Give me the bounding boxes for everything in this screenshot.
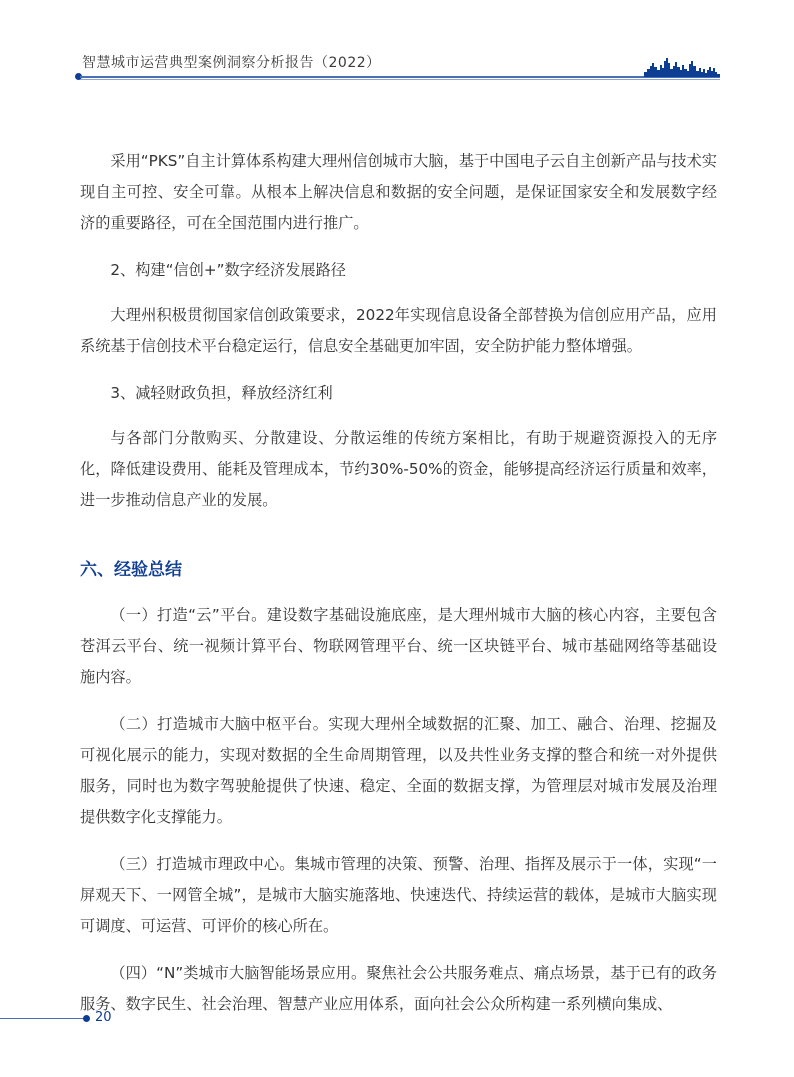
subheading-fiscal-burden: 3、减轻财政负担，释放经济红利 bbox=[110, 384, 333, 402]
page-header bbox=[0, 0, 794, 90]
footer-dot-icon bbox=[83, 1015, 90, 1022]
city-skyline-icon bbox=[644, 57, 720, 77]
summary-item-smart-scenarios: （四）“N”类城市大脑智能场景应用。聚焦社会公共服务难点、痛点场景，基于已有的政务服务、数字民生、社会治理、智慧产业应用体系，面向社会公众所构建一系列横向集成、 bbox=[80, 964, 717, 1013]
summary-item-governance-center: （三）打造城市理政中心。集城市管理的决策、预警、治理、指挥及展示于一体，实现“一屏观天下、一网管全城”，是城市大脑实施落地、快速迭代、持续运营的载体，是城市大脑实现可调度、可运营、可评价的核心所在。 bbox=[80, 855, 717, 935]
header-divider bbox=[80, 76, 720, 78]
paragraph-pks: 采用“PKS”自主计算体系构建大理州信创城市大脑，基于中国电子云自主创新产品与技术实现自主可控、安全可靠。从根本上解决信息和数据的安全问题，是保证国家安全和发展数字经济的重要路径，可在全国范围内进行推广。 bbox=[80, 152, 717, 232]
summary-item-cloud-platform: （一）打造“云”平台。建设数字基础设施底座，是大理州城市大脑的核心内容，主要包含苍洱云平台、统一视频计算平台、物联网管理平台、统一区块链平台、城市基础网络等基础设施内容。 bbox=[80, 606, 717, 686]
footer-divider bbox=[0, 1018, 86, 1019]
subheading-xinchuang-plus: 2、构建“信创+”数字经济发展路径 bbox=[110, 261, 346, 279]
page-content bbox=[80, 146, 717, 1020]
report-title: 智慧城市运营典型案例洞察分析报告（2022） bbox=[82, 55, 381, 71]
section-title-experience-summary: 六、经验总结 bbox=[80, 560, 182, 580]
summary-item-hub-platform: （二）打造城市大脑中枢平台。实现大理州全域数据的汇聚、加工、融合、治理、挖掘及可视化展示的能力，实现对数据的全生命周期管理，以及共性业务支撑的整合和统一对外提供服务，同时也为数字驾驶舱提供了快速、稳定、全面的数据支撑，为管理层对城市发展及治理提供数字化支撑能力。 bbox=[80, 715, 717, 826]
header-divider-secondary bbox=[80, 79, 720, 80]
paragraph-xinchuang-plus: 大理州积极贯彻国家信创政策要求，2022年实现信息设备全部替换为信创应用产品，应用系统基于信创技术平台稳定运行，信息安全基础更加牢固，安全防护能力整体增强。 bbox=[80, 306, 717, 355]
paragraph-fiscal-burden: 与各部门分散购买、分散建设、分散运维的传统方案相比，有助于规避资源投入的无序化，降低建设费用、能耗及管理成本，节约30%-50%的资金，能够提高经济运行质量和效率，进一步推动信息产业的发展。 bbox=[80, 429, 717, 509]
page-number: 20 bbox=[95, 1010, 112, 1025]
